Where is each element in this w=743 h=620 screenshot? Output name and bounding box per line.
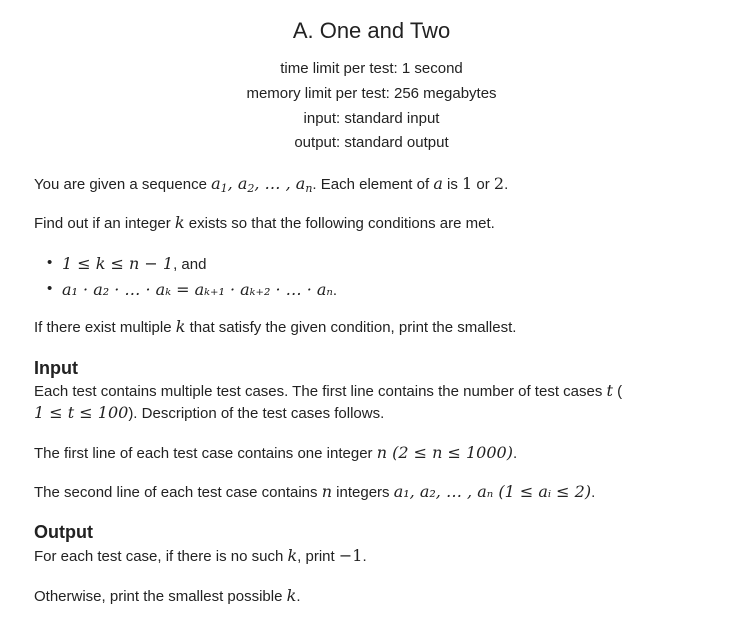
math-n: n: [321, 482, 332, 501]
math-minus-one: −1: [338, 546, 363, 565]
condition-bullet-2: [62, 280, 723, 301]
output-file: output: standard output: [294, 134, 449, 151]
bullet-dot: •: [47, 280, 53, 297]
statement-paragraph-1: [34, 174, 723, 199]
math-sequence: $a_1$, $a_2$, … , $a_n$: [211, 174, 313, 195]
input-line-4: [34, 482, 723, 503]
condition-bullet-1: [62, 254, 723, 275]
input-text: .: [512, 445, 518, 462]
statement-text: Find out if an integer: [34, 215, 175, 232]
statement-text: If there exist multiple: [34, 319, 176, 336]
input-heading: Input: [34, 358, 78, 378]
input-text: integers: [332, 484, 394, 501]
output-text: .: [362, 548, 367, 565]
math-k: k: [287, 546, 298, 565]
input-line-1: [34, 381, 723, 402]
problem-title: A. One and Two: [292, 18, 451, 43]
math-sequence: a₁, a₂, … , aₙ: [393, 482, 494, 501]
output-text: Otherwise, print the smallest possible: [34, 588, 287, 605]
bullet-dot: •: [47, 254, 53, 271]
output-text: For each test case, if there is no such: [34, 548, 288, 565]
math-n-bounds: (2 ≤ n ≤ 1000): [387, 443, 513, 462]
math-k: k: [175, 317, 186, 336]
input-file: input: standard input: [303, 110, 440, 127]
input-text: ). Description of the test cases follows.: [128, 405, 385, 422]
input-text: (: [612, 383, 623, 400]
statement-paragraph-2: [34, 213, 723, 234]
statement-text: . Each element of: [312, 176, 434, 193]
input-line-2: [34, 403, 723, 424]
output-text: , print: [297, 548, 339, 565]
statement-text: .: [332, 282, 338, 299]
memory-limit: memory limit per test: 256 megabytes: [246, 85, 497, 102]
input-text: The first line of each test case contains one integer: [34, 445, 377, 462]
time-limit: time limit per test: 1 second: [280, 60, 463, 77]
statement-text: is: [442, 176, 463, 193]
input-text: .: [591, 484, 596, 501]
statement-text: exists so that the following conditions are met.: [184, 215, 495, 232]
output-line-1: [34, 546, 723, 567]
statement-paragraph-3: [34, 317, 723, 338]
input-line-3: [34, 443, 723, 464]
math-one: 1: [462, 174, 473, 193]
output-line-2: [34, 586, 723, 607]
statement-text: that satisfy the given condition, print the smallest.: [185, 319, 517, 336]
math-n: n: [376, 443, 388, 462]
math-a-bounds: (1 ≤ aᵢ ≤ 2): [493, 482, 592, 501]
math-t-bounds: 1 ≤ t ≤ 100: [34, 403, 129, 422]
math-k: k: [286, 586, 297, 605]
output-text: .: [296, 588, 301, 605]
statement-text: , and: [173, 256, 207, 273]
math-two: 2: [493, 174, 505, 193]
statement-text: You are given a sequence: [34, 176, 212, 193]
math-condition-2: a₁ · a₂ · … · aₖ = aₖ₊₁ · aₖ₊₂ · … · aₙ: [62, 280, 333, 299]
input-text: The second line of each test case contains: [34, 484, 322, 501]
input-text: Each test contains multiple test cases. The first line contains the number of test cases: [34, 383, 607, 400]
output-heading: Output: [34, 522, 93, 542]
math-k: k: [174, 213, 185, 232]
math-a: a: [433, 174, 443, 193]
math-condition-1: 1 ≤ k ≤ n − 1: [62, 254, 174, 273]
statement-text: .: [504, 176, 509, 193]
statement-text: or: [472, 176, 494, 193]
math-t: t: [606, 381, 613, 400]
